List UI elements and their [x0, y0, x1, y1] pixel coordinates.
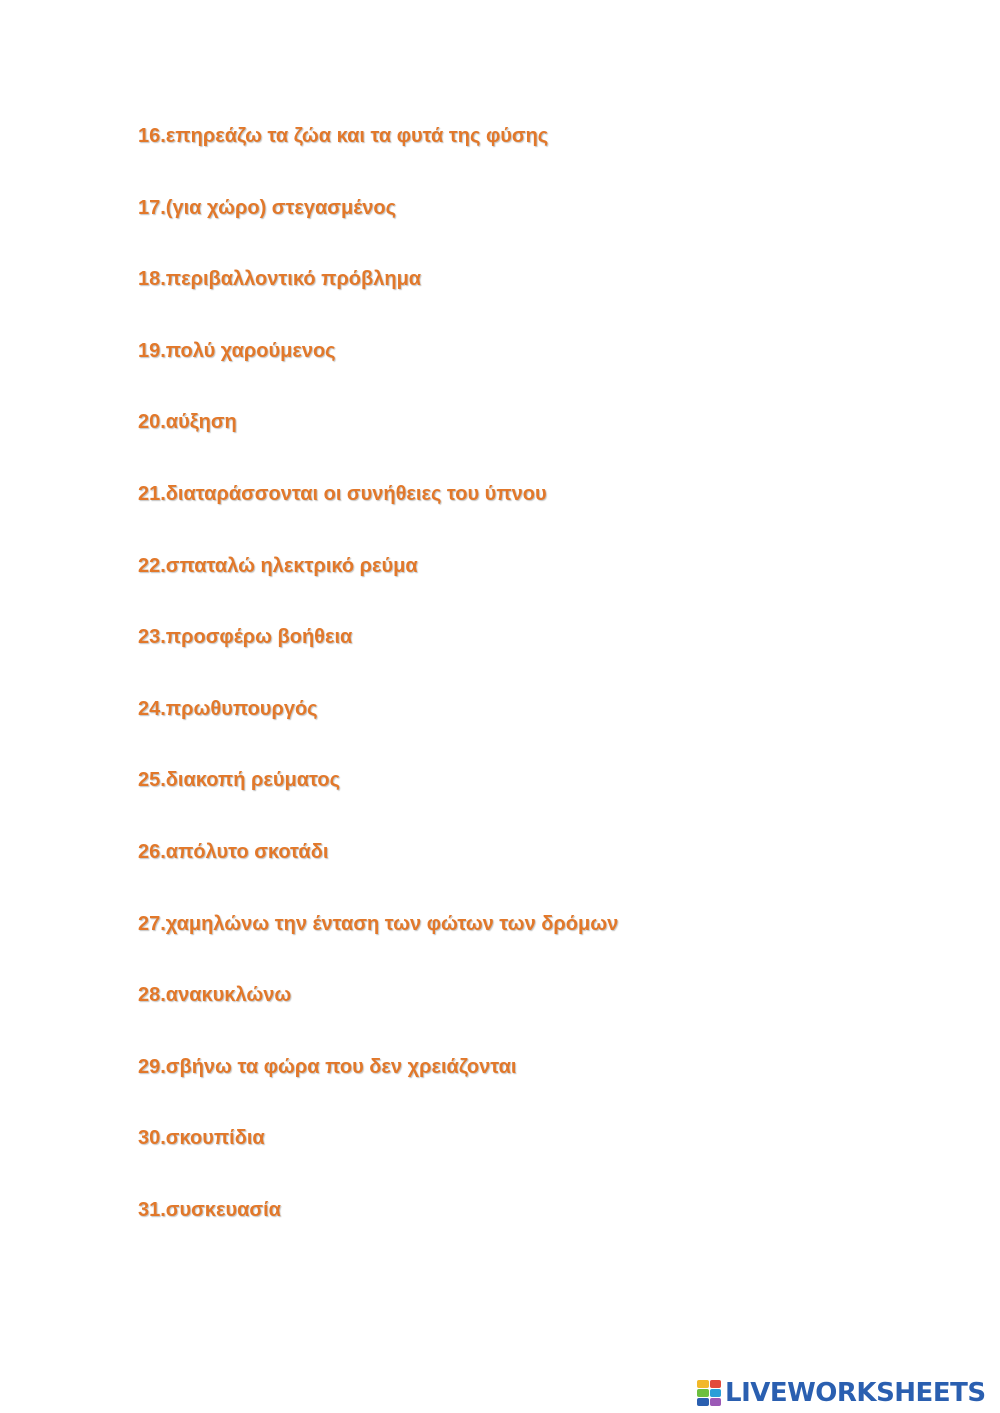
list-item: 16.επηρεάζω τα ζώα και τα φυτά της φύσης: [138, 125, 549, 147]
list-item: 21.διαταράσσονται οι συνήθειες του ύπνου: [138, 482, 547, 505]
list-item: 24.πρωθυπουργός: [138, 697, 318, 720]
list-item: 20.αύξηση: [138, 411, 237, 434]
liveworksheets-brand: [697, 1378, 986, 1408]
list-item: 28.ανακυκλώνω: [138, 984, 292, 1007]
brand-name: LIVEWORKSHEETS: [725, 1378, 986, 1408]
list-item: 31.συσκευασία: [138, 1198, 281, 1221]
list-item: 29.σβήνω τα φώρα που δεν χρειάζονται: [138, 1055, 517, 1078]
list-item: 26.απόλυτο σκοτάδι: [138, 840, 329, 863]
vocabulary-list: [138, 122, 618, 1268]
list-item: 22.σπαταλώ ηλεκτρικό ρεύμα: [138, 554, 418, 577]
list-item: 19.πολύ χαρούμενος: [138, 339, 336, 362]
list-item: 17.(για χώρο) στεγασμένος: [138, 196, 396, 219]
list-item: 18.περιβαλλοντικό πρόβλημα: [138, 268, 422, 291]
liveworksheets-logo-icon: [697, 1380, 721, 1406]
list-item: 25.διακοπή ρεύματος: [138, 769, 341, 792]
list-item: 27.χαμηλώνω την ένταση των φώτων των δρόμων: [138, 912, 619, 935]
list-item: 30.σκουπίδια: [138, 1127, 265, 1150]
list-item: 23.προσφέρω βοήθεια: [138, 626, 353, 649]
